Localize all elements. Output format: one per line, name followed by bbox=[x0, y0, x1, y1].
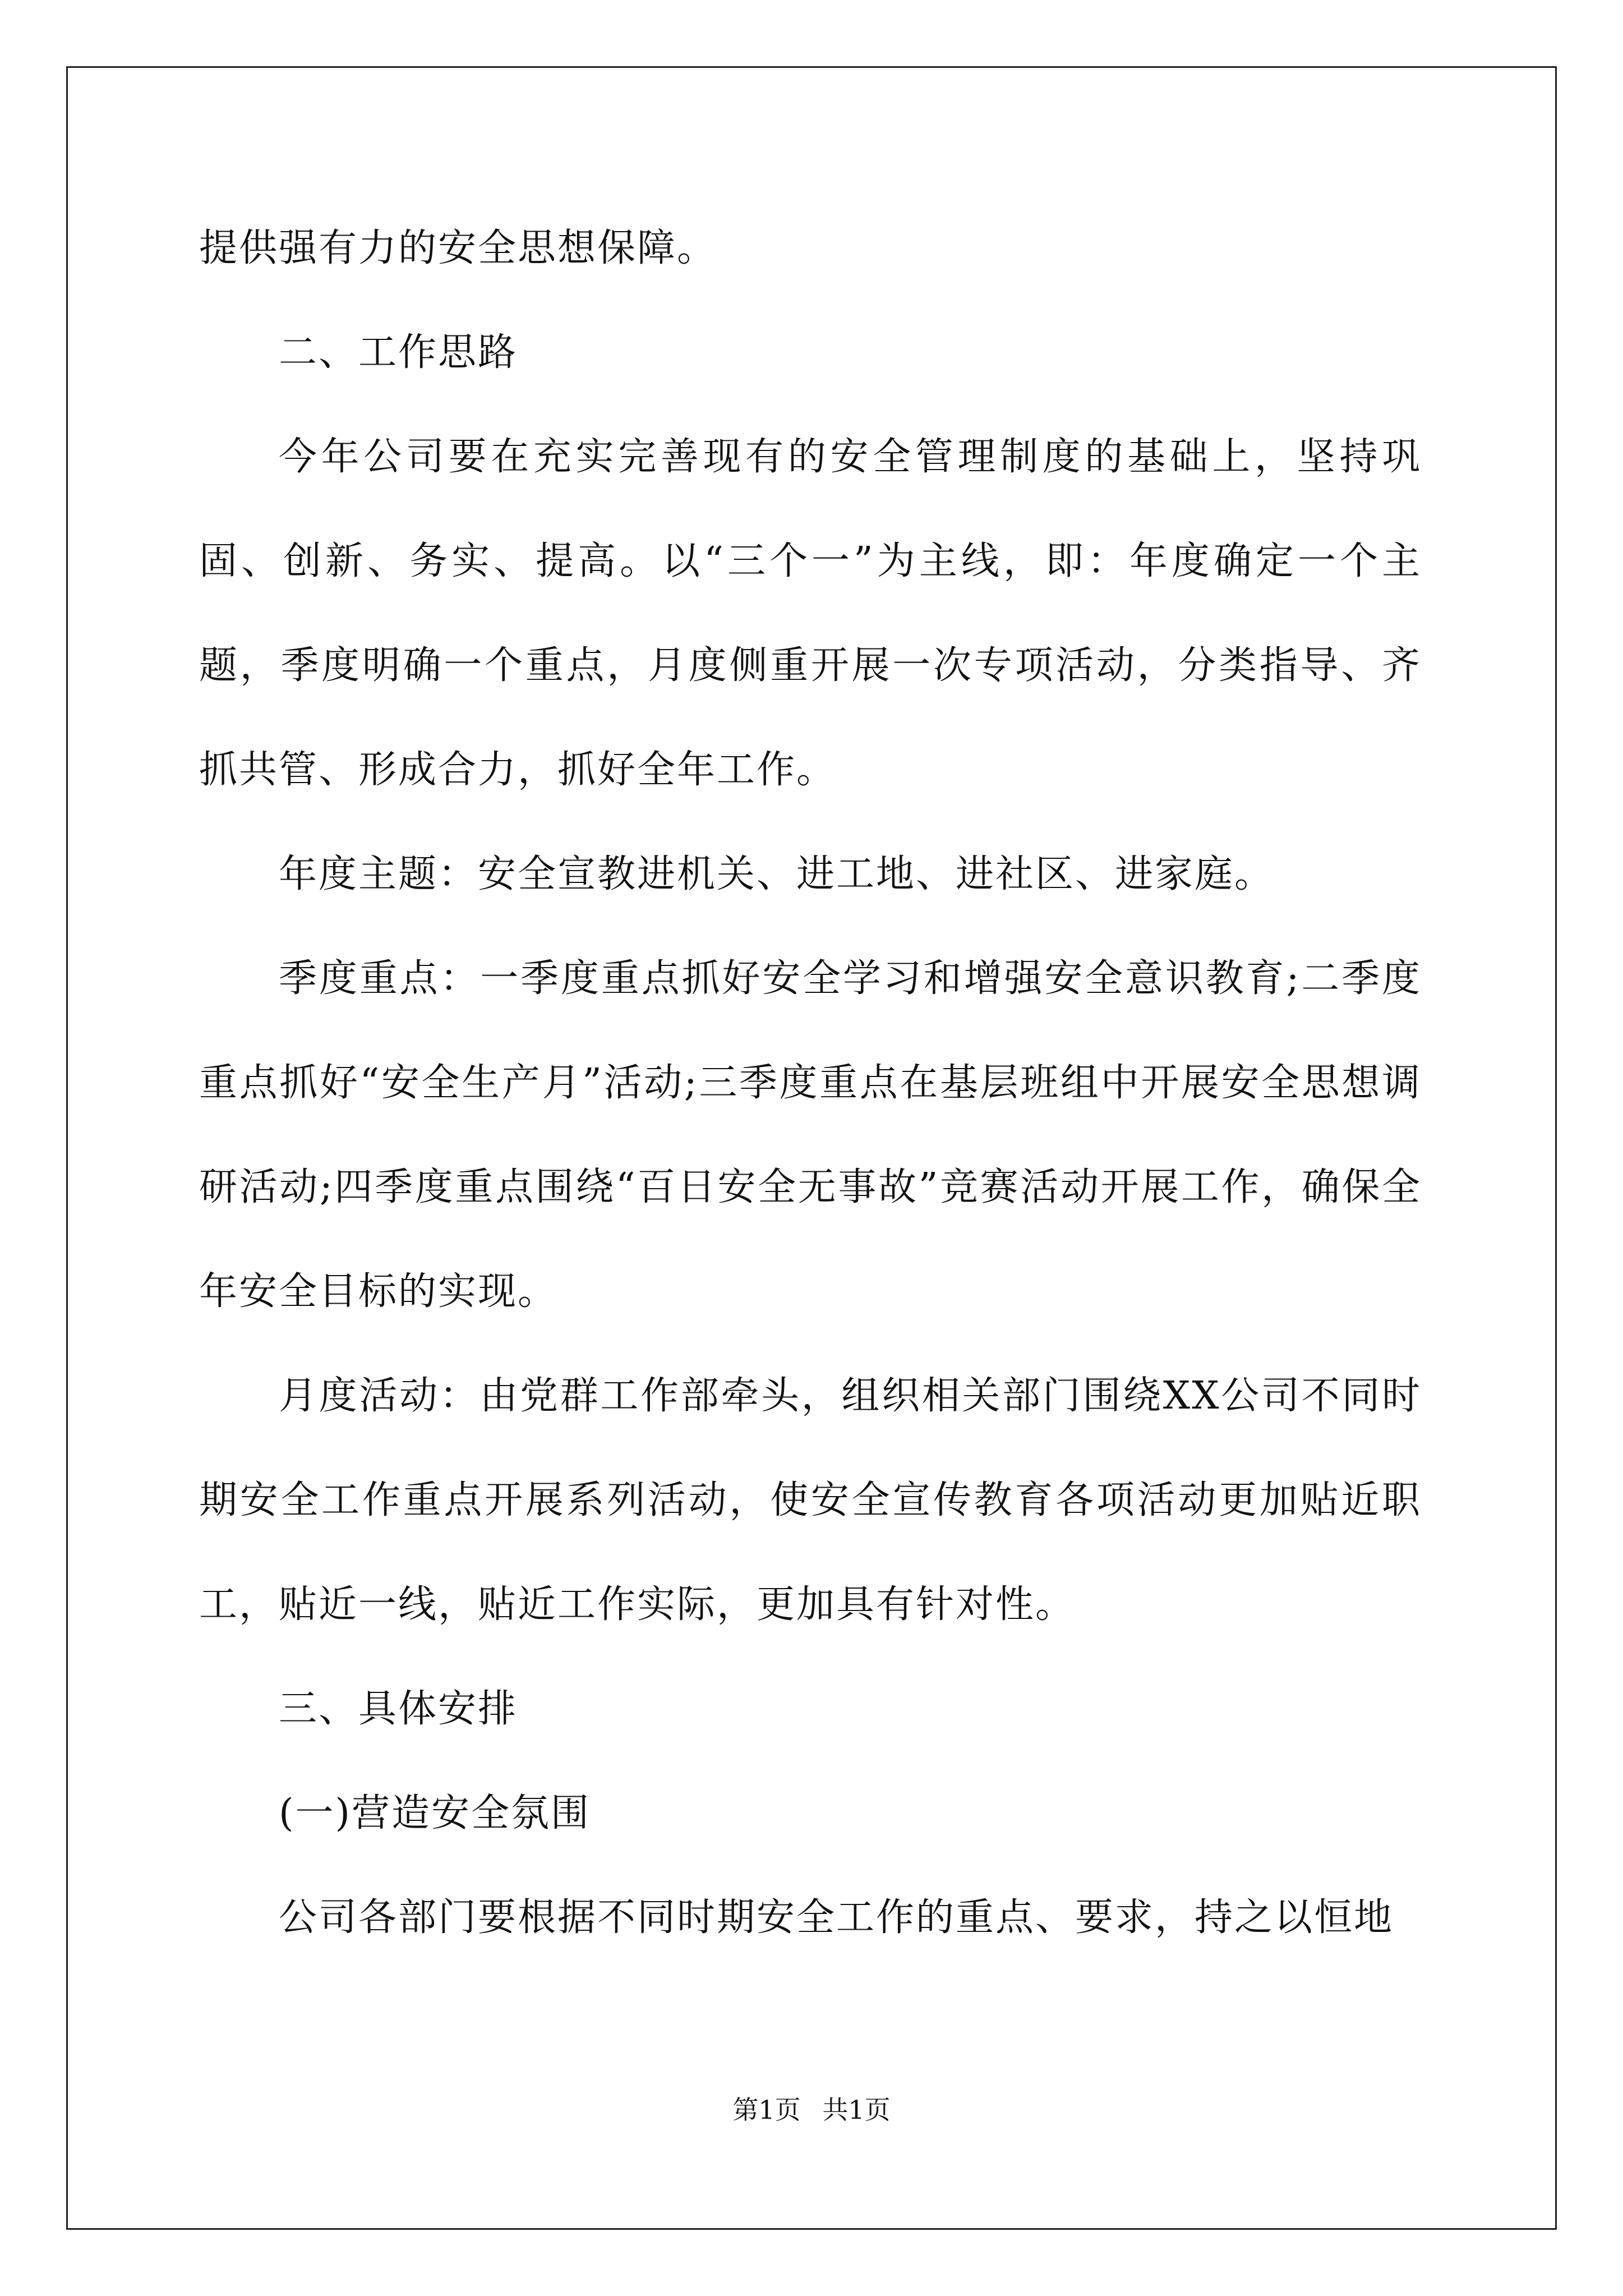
paragraph-3: 今年公司要在充实完善现有的安全管理制度的基础上，坚持巩固、创新、务实、提高。以“三个一”为主线，即：年度确定一个主题，季度明确一个重点，月度侧重开展一次专项活动，分类指导、齐抓共管、形成合力，抓好全年工作。 bbox=[199, 435, 1422, 792]
paragraph-1: 提供强有力的安全思想保障。 bbox=[199, 226, 717, 270]
document-body bbox=[199, 196, 1422, 1970]
paragraph-9: 公司各部门要根据不同时期安全工作的重点、要求，持之以恒地 bbox=[279, 1895, 1394, 1940]
subsection-heading-1: (一)营造安全氛围 bbox=[279, 1791, 591, 1835]
paragraph-5: 季度重点：一季度重点抓好安全学习和增强安全意识教育;二季度重点抓好“安全生产月”活动;三季度重点在基层班组中开展安全思想调研活动;四季度重点围绕“百日安全无事故”竞赛活动开展工作，确保全年安全目标的实现。 bbox=[199, 956, 1422, 1314]
section-heading-2: 二、工作思路 bbox=[279, 330, 518, 375]
page-total: 共1页 bbox=[822, 2095, 891, 2125]
page-number: 第1页 bbox=[732, 2095, 801, 2125]
section-heading-3: 三、具体安排 bbox=[279, 1687, 518, 1731]
paragraph-4: 年度主题：安全宣教进机关、进工地、进社区、进家庭。 bbox=[279, 852, 1275, 896]
page-footer bbox=[0, 2090, 1623, 2127]
paragraph-6: 月度活动：由党群工作部牵头，组织相关部门围绕XX公司不同时期安全工作重点开展系列活动，使安全宣传教育各项活动更加贴近职工，贴近一线，贴近工作实际，更加具有针对性。 bbox=[199, 1374, 1422, 1627]
